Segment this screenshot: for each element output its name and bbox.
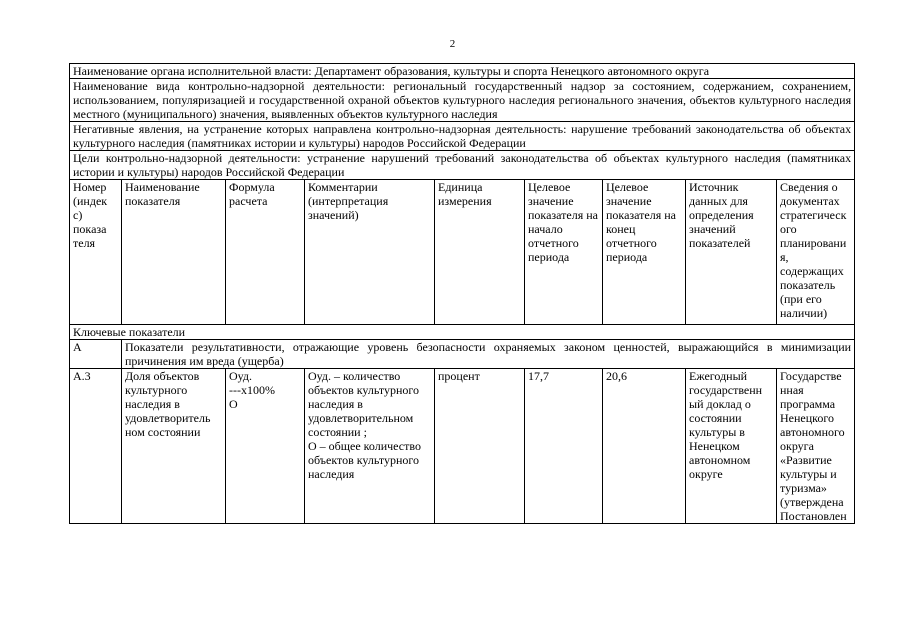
column-header-source: Источник данных для определения значений показателей <box>686 180 777 325</box>
column-header-number: Номер (индек с) показа теля <box>70 180 122 325</box>
group-code: А <box>70 340 122 369</box>
indicator-formula <box>226 369 305 524</box>
column-header-row <box>70 180 855 325</box>
group-row <box>70 340 855 369</box>
goals-text: Цели контрольно-надзорной деятельности: устранение нарушений требований законодательства об объектах культурного наследия (памятниках истории и культуры) народов Российской Федерации <box>70 151 855 180</box>
indicator-row <box>70 369 855 524</box>
negative-phenomena-text: Негативные явления, на устранение которых направлена контрольно-надзорная деятельность: нарушение требований законодательства об объектах культурного наследия (памятниках истории и культуры) народов Российской Федерации <box>70 122 855 151</box>
activity-type-text: Наименование вида контрольно-надзорной деятельности: региональный государственный надзор за состоянием, содержанием, сохранением, использованием, популяризацией и государственной охраной объектов культурного наследия регионального значения, объектов культурного наследия местного (муниципального) значения, выявленных объектов культурного наследия <box>70 79 855 122</box>
column-header-formula: Формула расчета <box>226 180 305 325</box>
negative-phenomena-row <box>70 122 855 151</box>
column-header-end-value: Целевое значение показателя на конец отчетного периода <box>603 180 686 325</box>
indicator-comment <box>305 369 435 524</box>
goals-row <box>70 151 855 180</box>
indicator-start-value: 17,7 <box>525 369 603 524</box>
group-title: Показатели результативности, отражающие уровень безопасности охраняемых законом ценностей, выражающийся в минимизации причинения им вреда (ущерба) <box>122 340 855 369</box>
column-header-comment: Комментарии (интерпретация значений) <box>305 180 435 325</box>
indicator-documents: Государстве нная программа Ненецкого автономного округа «Развитие культуры и туризма» (утверждена Постановлен <box>777 369 855 524</box>
indicator-formula-text: Оуд. ---х100% О <box>229 369 275 411</box>
column-header-documents: Сведения о документах стратегическ ого планировани я, содержащих показатель (при его наличии) <box>777 180 855 325</box>
indicator-source: Ежегодный государственн ый доклад о состоянии культуры в Ненецком автономном округе <box>686 369 777 524</box>
section-title: Ключевые показатели <box>70 325 855 340</box>
column-header-name: Наименование показателя <box>122 180 226 325</box>
authority-row <box>70 64 855 79</box>
activity-type-row <box>70 79 855 122</box>
indicator-name: Доля объектов культурного наследия в удовлетворитель ном состоянии <box>122 369 226 524</box>
column-header-unit: Единица измерения <box>435 180 525 325</box>
indicator-unit: процент <box>435 369 525 524</box>
indicator-number: А.3 <box>70 369 122 524</box>
page-number: 2 <box>449 38 456 50</box>
indicators-table <box>69 63 855 524</box>
section-title-row <box>70 325 855 340</box>
indicator-comment-text: Оуд. – количество объектов культурного наследия в удовлетворительном состоянии ; О – общее количество объектов культурного наследия <box>308 369 421 481</box>
column-header-start-value: Целевое значение показателя на начало отчетного периода <box>525 180 603 325</box>
authority-text: Наименование органа исполнительной власти: Департамент образования, культуры и спорта Ненецкого автономного округа <box>70 64 855 79</box>
indicator-end-value: 20,6 <box>603 369 686 524</box>
